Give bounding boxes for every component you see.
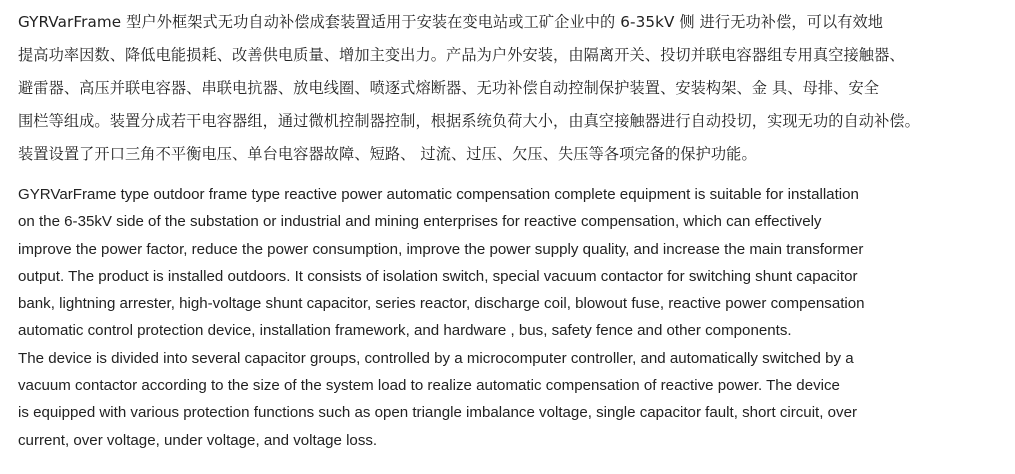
english-text-line: current, over voltage, under voltage, and voltage loss. [18, 431, 378, 449]
chinese-description-paragraph [18, 6, 1008, 171]
english-text-line: output. The product is installed outdoors. It consists of isolation switch, special vacuum contactor for switching shunt capacitor [18, 267, 858, 285]
english-text-line: on the 6-35kV side of the substation or industrial and mining enterprises for reactive compensation, which can effectively [18, 213, 822, 231]
english-text-line: The device is divided into several capacitor groups, controlled by a microcomputer controller, and automatically switched by a [18, 349, 854, 367]
english-text-line: GYRVarFrame type outdoor frame type reactive power automatic compensation complete equipment is suitable for installation [18, 186, 859, 203]
english-text-line: vacuum contactor according to the size of the system load to realize automatic compensation of reactive power. The device [18, 377, 840, 395]
english-text-line: improve the power factor, reduce the power consumption, improve the power supply quality, and increase the main transformer [18, 240, 864, 258]
chinese-text-line: 装置设置了开口三角不平衡电压、单台电容器故障、短路、 过流、过压、欠压、失压等各项完备的保护功能。 [18, 145, 757, 163]
chinese-text-line: 围栏等组成。装置分成若干电容器组，通过微机控制器控制，根据系统负荷大小，由真空接触器进行自动投切，实现无功的自动补偿。 [18, 112, 920, 130]
chinese-text-line: 提高功率因数、降低电能损耗、改善供电质量、增加主变出力。产品为户外安装，由隔离开关、投切并联电容器组专用真空接触器、 [18, 46, 905, 64]
english-text-line: automatic control protection device, installation framework, and hardware , bus, safety fence and other components. [18, 322, 792, 340]
english-text-line: is equipped with various protection functions such as open triangle imbalance voltage, single capacitor fault, short circuit, over [18, 404, 858, 422]
chinese-text-line: 避雷器、高压并联电容器、串联电抗器、放电线圈、喷逐式熔断器、无功补偿自动控制保护装置、安装构架、金 具、母排、安全 [18, 79, 880, 97]
english-description-paragraph [18, 181, 1008, 454]
chinese-text-line: GYRVarFrame 型户外框架式无功自动补偿成套装置适用于安装在变电站或工矿企业中的 6-35kV 侧 进行无功补偿，可以有效地 [18, 13, 884, 31]
english-text-line: bank, lightning arrester, high-voltage shunt capacitor, series reactor, discharge coil, blowout fuse, reactive power compensation [18, 295, 865, 313]
